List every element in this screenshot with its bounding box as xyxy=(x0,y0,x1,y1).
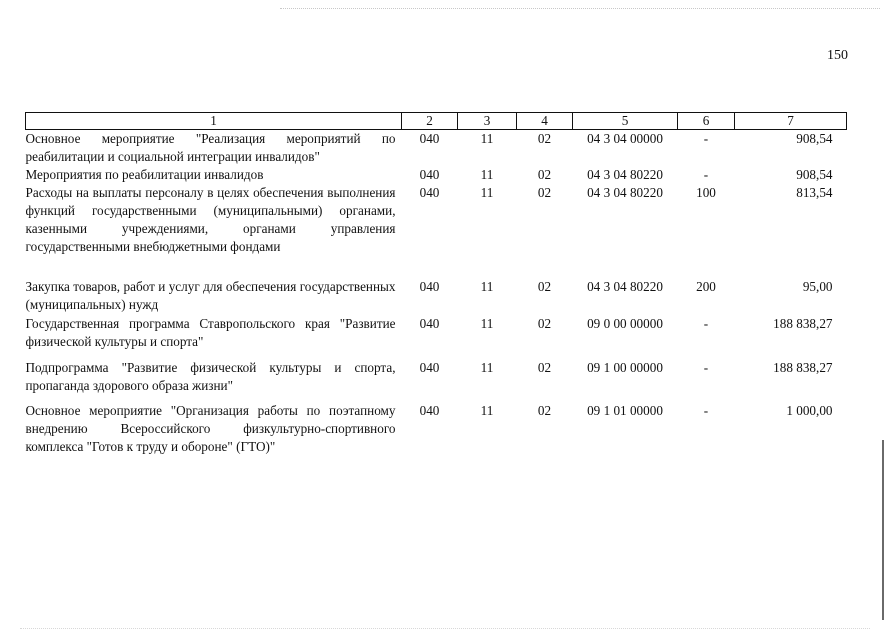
table-row xyxy=(26,402,847,458)
row-gr: 040 xyxy=(419,131,440,146)
row-gr: 040 xyxy=(419,279,440,294)
table-row xyxy=(26,315,847,359)
row-sum: 908,54 xyxy=(796,167,833,182)
row-pr: 02 xyxy=(537,167,552,182)
row-sum: 813,54 xyxy=(796,185,833,200)
row-gr: 040 xyxy=(419,403,440,418)
page-number: 150 xyxy=(827,48,848,63)
row-pr: 02 xyxy=(537,279,552,294)
row-vr: - xyxy=(703,316,709,331)
column-header-name: 1 xyxy=(26,113,402,130)
row-name: Основное мероприятие "Реализация мероприятий по реабилитации и социальной интеграции инвалидов" xyxy=(25,131,396,164)
row-sum: 188 838,27 xyxy=(773,360,833,375)
row-rz: 11 xyxy=(480,403,494,418)
row-pr: 02 xyxy=(537,131,552,146)
row-name: Закупка товаров, работ и услуг для обеспечения государственных (муниципальных) нужд xyxy=(25,279,396,312)
row-pr: 02 xyxy=(537,185,552,200)
row-name: Государственная программа Ставропольского края "Развитие физической культуры и спорта" xyxy=(25,316,396,349)
row-sum: 95,00 xyxy=(802,279,833,294)
row-name: Подпрограмма "Развитие физической культуры и спорта, пропаганда здорового образа жизни" xyxy=(25,360,396,393)
row-rz: 11 xyxy=(480,316,494,331)
table-row xyxy=(26,278,847,315)
row-rz: 11 xyxy=(480,131,494,146)
column-header-gr: 2 xyxy=(402,113,458,130)
row-csr: 04 3 04 80220 xyxy=(587,185,663,200)
table-row xyxy=(26,184,847,278)
scan-edge-shadow xyxy=(882,440,884,620)
row-pr: 02 xyxy=(537,360,552,375)
row-csr: 04 3 04 80220 xyxy=(587,167,663,182)
row-rz: 11 xyxy=(480,167,494,182)
row-csr: 04 3 04 00000 xyxy=(587,131,663,146)
row-csr: 09 1 01 00000 xyxy=(587,403,663,418)
table-row xyxy=(26,166,847,184)
row-vr: - xyxy=(703,131,709,146)
row-name: Основное мероприятие "Организация работы по поэтапному внедрению Всероссийского физкультурно-спортивного комплекса "Готов к труду и обороне" (ГТО)" xyxy=(25,403,396,454)
row-vr: 100 xyxy=(696,185,716,200)
row-vr: - xyxy=(703,167,709,182)
row-sum: 1 000,00 xyxy=(786,403,833,418)
row-vr: 200 xyxy=(696,279,716,294)
row-gr: 040 xyxy=(419,316,440,331)
column-header-pr: 4 xyxy=(517,113,573,130)
row-rz: 11 xyxy=(480,360,494,375)
row-rz: 11 xyxy=(480,185,494,200)
row-pr: 02 xyxy=(537,403,552,418)
row-sum: 188 838,27 xyxy=(773,316,833,331)
budget-table xyxy=(25,112,847,458)
row-pr: 02 xyxy=(537,316,552,331)
row-sum: 908,54 xyxy=(796,131,833,146)
row-name: Мероприятия по реабилитации инвалидов xyxy=(25,167,264,182)
row-csr: 09 0 00 00000 xyxy=(587,316,663,331)
column-header-csr: 5 xyxy=(573,113,678,130)
column-header-rz: 3 xyxy=(458,113,517,130)
row-gr: 040 xyxy=(419,167,440,182)
scan-artifact-top xyxy=(280,8,880,9)
row-gr: 040 xyxy=(419,360,440,375)
table-row xyxy=(26,130,847,167)
row-csr: 04 3 04 80220 xyxy=(587,279,663,294)
table-row xyxy=(26,359,847,402)
column-header-vr: 6 xyxy=(678,113,735,130)
scan-artifact-bottom xyxy=(20,628,870,629)
row-gr: 040 xyxy=(419,185,440,200)
column-header-sum: 7 xyxy=(735,113,847,130)
row-vr: - xyxy=(703,403,709,418)
row-rz: 11 xyxy=(480,279,494,294)
row-name: Расходы на выплаты персоналу в целях обеспечения выполнения функций государственными (муниципальными) органами, казенными учреждениями, органами управления государственными внебюджетными фондами xyxy=(25,185,396,254)
table-header-row xyxy=(26,113,847,130)
row-vr: - xyxy=(703,360,709,375)
row-csr: 09 1 00 00000 xyxy=(587,360,663,375)
